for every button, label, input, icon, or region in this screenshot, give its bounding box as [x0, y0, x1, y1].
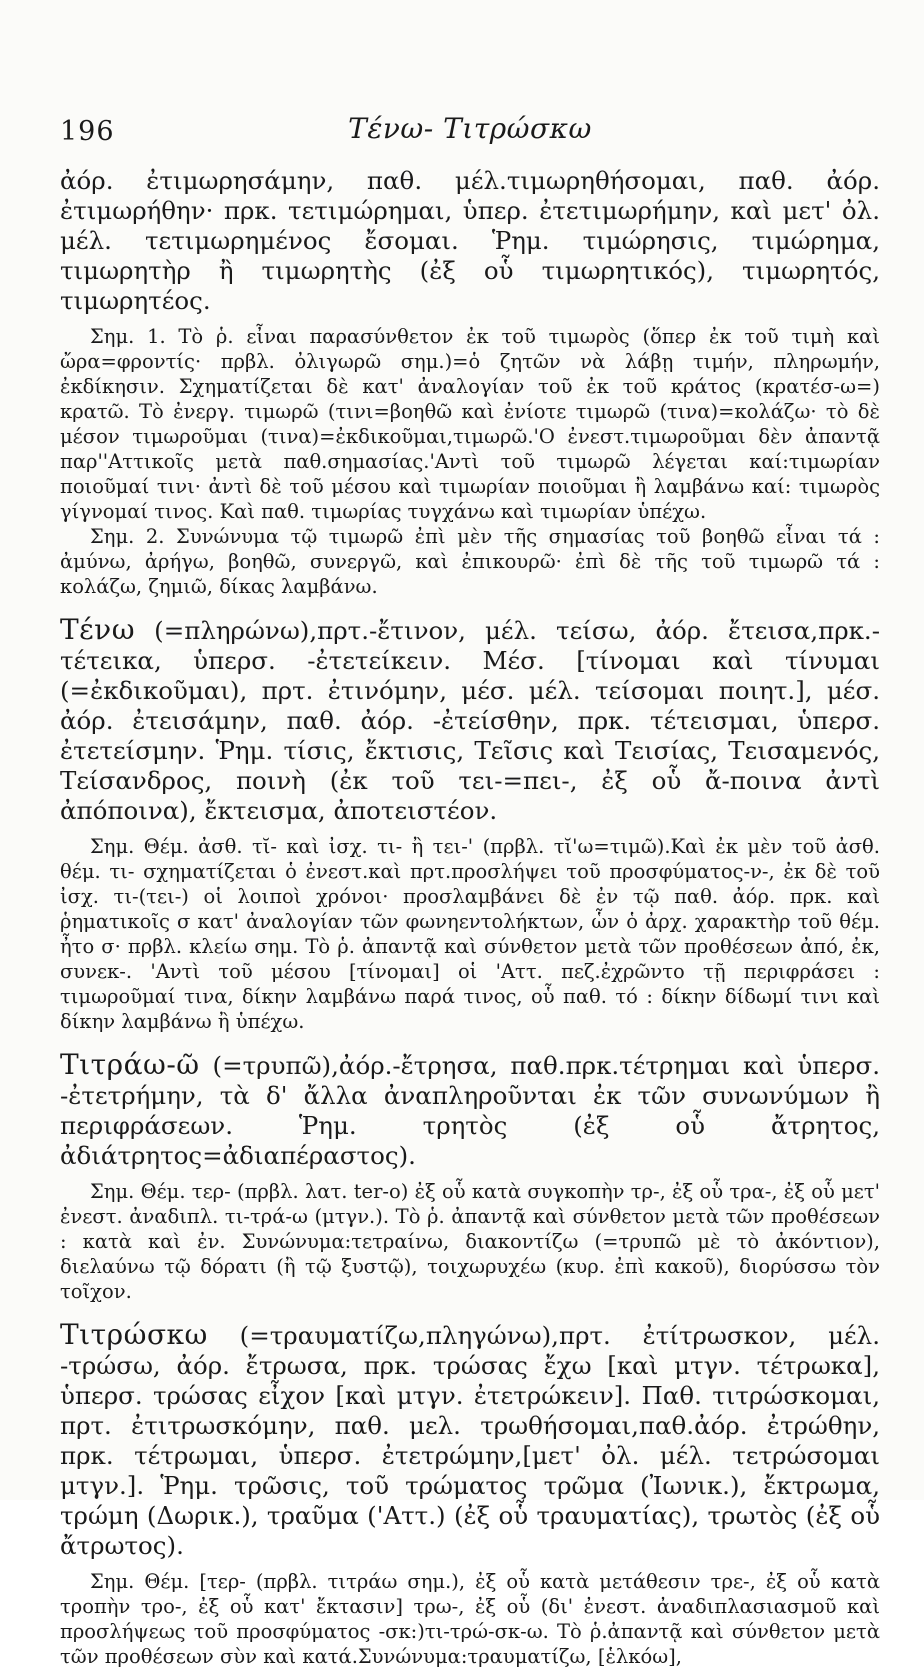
entry-headword: Τιτράω-ῶ [60, 1048, 200, 1081]
entry-note: Σημ. Θέμ. ἀσθ. τῐ- καὶ ἰσχ. τι- ἢ τει-' (πρβλ. τῐ'ω=τιμῶ).Καὶ ἐκ μὲν τοῦ ἀσθ. θέμ. τι- σχηματίζεται ὁ ἐνεστ.καὶ πρτ.προσλήψει τοῦ προσφύματος-ν-, ἐκ δὲ τοῦ ἰσχ. τι-(τει-) οἱ λοιποὶ χρόνοι· προσλαμβάνει δὲ ἐν τῷ παθ. ἀόρ. πρκ. καὶ ῥηματικοῖς σ κατ' ἀναλογίαν τῶν φωνηεντολήκτων, ὧν ὁ ἀρχ. χαρακτὴρ τοῦ θέμ. ἦτο σ· πρβλ. κλείω σημ. Τὸ ῥ. ἀπαντᾷ καὶ σύνθετον μετὰ τῶν προθέσεων ἀπό, ἐκ, συνεκ-. 'Αντὶ τοῦ μέσου [τίνομαι] οἱ 'Αττ. πεζ.ἐχρῶντο τῇ περιφράσει : τιμωροῦμαί τινα, δίκην λαμβάνω παρά τινος, οὗ παθ. τό : δίκην δίδωμί τινι καὶ δίκην λαμβάνω ἢ ὑπέχω. [60, 835, 880, 1033]
dictionary-entry-titrosko [60, 1320, 880, 1669]
page-header [60, 100, 880, 160]
entry-body [60, 1320, 880, 1561]
dictionary-entry-teno [60, 615, 880, 1034]
page-number: 196 [60, 116, 115, 147]
dictionary-entry-titrao [60, 1050, 880, 1304]
entry-text: (=πληρώνω),πρτ.-ἔτινον, μέλ. τείσω, ἀόρ. ἔτεισα,πρκ.-τέτεικα, ὑπερσ. -ἐτετείκειν. Μέσ. [τίνομαι καὶ τίνυμαι (=ἐκδικοῦμαι), πρτ. ἐτινόμην, μέσ. μέλ. τείσομαι ποιητ.], μέσ. ἀόρ. ἐτεισάμην, παθ. ἀόρ. -ἐτείσθην, πρκ. τέτεισμαι, ὑπερσ. ἐτετείσμην. Ῥημ. τίσις, ἔκτισις, Τεῖσις καὶ Τεισίας, Τεισαμενός, Τείσανδρος, ποινὴ (ἐκ τοῦ τει-=πει-, ἐξ οὗ ἄ-ποινα ἀντὶ ἀπόποινα), ἔκτεισμα, ἀποτειστέον. [60, 616, 880, 825]
entry-headword: Τιτρώσκω [60, 1318, 208, 1351]
entry-body [60, 615, 880, 826]
entry-note: Σημ. 2. Συνώνυμα τῷ τιμωρῶ ἐπὶ μὲν τῆς σημασίας τοῦ βοηθῶ εἶναι τά : ἀμύνω, ἀρήγω, βοηθῶ, συνεργῶ, καὶ ἐπικουρῶ· ἐπὶ δὲ τῆς τοῦ τιμωρῶ τά : κολάζω, ζημιῶ, δίκας λαμβάνω. [60, 525, 880, 598]
entry-headword: Τένω [60, 613, 136, 646]
entry-body [60, 1050, 880, 1171]
entry-note: Σημ. 1. Τὸ ῥ. εἶναι παρασύνθετον ἐκ τοῦ τιμωρὸς (ὅπερ ἐκ τοῦ τιμὴ καὶ ὤρα=φροντίς· πρβλ. ὀλιγωρῶ σημ.)=ὁ ζητῶν νὰ λάβῃ τιμήν, πληρωμήν, ἐκδίκησιν. Σχηματίζεται δὲ κατ' ἀναλογίαν τοῦ ἐκ τοῦ κράτος (κρατέσ-ω=) κρατῶ. Τὸ ἐνεργ. τιμωρῶ (τινι=βοηθῶ καὶ ἐνίοτε τιμωρῶ (τινα)=κολάζω· τὸ δὲ μέσον τιμωροῦμαι (τινα)=ἐκδικοῦμαι,τιμωρῶ.'Ο ἐνεστ.τιμωροῦμαι δὲν ἀπαντᾷ παρ''Αττικοῖς μετὰ παθ.σημασίας.'Αντὶ τοῦ τιμωρῶ λέγεται καί:τιμωρίαν ποιοῦμαί τινι· ἀντὶ δὲ τοῦ μέσου καὶ τιμωρίαν ποιοῦμαι ἢ λαμβάνω καί: τιμωρὸς γίγνομαί τινος. Καὶ παθ. τιμωρίας τυγχάνω καὶ τιμωρίαν ὑπέχω. [60, 325, 880, 523]
entry-note: Σημ. Θέμ. τερ- (πρβλ. λατ. ter-o) ἐξ οὗ κατὰ συγκοπὴν τρ-, ἐξ οὗ τρα-, ἐξ οὗ μετ' ἐνεστ. ἀναδιπλ. τι-τρά-ω (μτγν.). Τὸ ῥ. ἀπαντᾷ καὶ σύνθετον μετὰ τῶν προθέσεων : κατὰ καὶ ἐν. Συνώνυμα:τετραίνω, διακοντίζω (=τρυπῶ μὲ τὸ ἀκόντιον), διελαύνω τῷ δόρατι (ἢ τῷ ξυστῷ), τοιχωρυχέω (κυρ. ἐπὶ κακοῦ), διορύσσω τὸν τοῖχον. [60, 1180, 880, 1303]
entry-text: (=τρυπῶ),ἀόρ.-ἔτρησα, παθ.πρκ.τέτρημαι καὶ ὑπερσ. -ἐτετρήμην, τὰ δ' ἄλλα ἀναπληροῦνται ἐκ τῶν συνωνύμων ἢ περιφράσεων. Ῥημ. τρητὸς (ἐξ οὗ ἄτρητος, ἀδιάτρητος=ἀδιαπέραστος). [60, 1051, 880, 1170]
continuation-entry [60, 166, 880, 599]
entry-note: Σημ. Θέμ. [τερ- (πρβλ. τιτράω σημ.), ἐξ οὗ κατὰ μετάθεσιν τρε-, ἐξ οὗ κατὰ τροπὴν τρο-, ἐξ οὗ κατ' ἔκτασιν] τρω-, ἐξ οὗ (δι' ἐνεστ. ἀναδιπλασιασμοῦ καὶ προσλήψεως τοῦ προσφύματος -σκ:)τι-τρώ-σκ-ω. Τὸ ῥ.ἀπαντᾷ καὶ σύνθετον μετὰ τῶν προθέσεων σὺν καὶ κατά.Συνώνυμα:τραυματίζω, [ἑλκόω], [60, 1570, 880, 1668]
running-head: Τένω- Τιτρώσκω [348, 112, 592, 145]
entry-text: (=τραυματίζω,πληγώνω),πρτ. ἐτίτρωσκον, μέλ. -τρώσω, ἀόρ. ἔτρωσα, πρκ. τρώσας ἔχω [καὶ μτγν. τέτρωκα], ὑπερσ. τρώσας εἶχον [καὶ μτγν. ἐτετρώκειν]. Παθ. τιτρώσκομαι, πρτ. ἐτιτρωσκόμην, παθ. μελ. τρωθήσομαι,παθ.ἀόρ. ἐτρώθην, πρκ. τέτρωμαι, ὑπερσ. ἐτετρώμην,[μετ' ὀλ. μέλ. τετρώσομαι μτγν.]. Ῥημ. τρῶσις, τοῦ τρώματος τρῶμα (Ἰωνικ.), ἔκτρωμα, τρώμη (Δωρικ.), τραῦμα ('Αττ.) (ἐξ οὗ τραυματίας), τρωτὸς (ἐξ οὗ ἄτρωτος). [60, 1321, 880, 1560]
entry-body: ἀόρ. ἐτιμωρησάμην, παθ. μέλ.τιμωρηθήσομαι, παθ. ἀόρ. ἐτιμωρήθην· πρκ. τετιμώρημαι, ὑπερ. ἐτετιμωρήμην, καὶ μετ' ὀλ. μέλ. τετιμωρημένος ἔσομαι. Ῥημ. τιμώρησις, τιμώρημα, τιμωρητὴρ ἢ τιμωρητὴς (ἐξ οὗ τιμωρητικός), τιμωρητός, τιμωρητέος. [60, 166, 880, 315]
